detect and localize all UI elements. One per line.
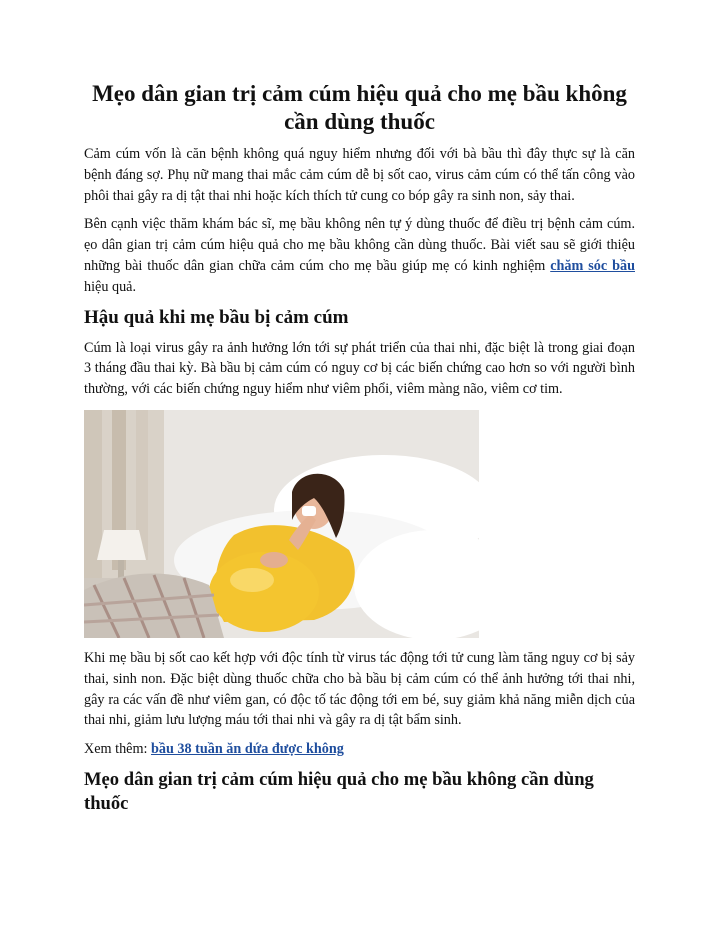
consequences-paragraph-1: Cúm là loại virus gây ra ảnh hưởng lớn tới sự phát triển của thai nhi, đặc biệt là trong giai đoạn 3 tháng đầu thai kỳ. Bà bầu bị cảm cúm có nguy cơ bị các biến chứng cao hơn so với người bình thường, với các biến chứng nguy hiểm như viêm phổi, viêm màng não, viêm cơ tim.: [84, 339, 635, 398]
see-more-label: Xem thêm:: [84, 741, 151, 758]
intro-paragraph-2: [84, 214, 635, 297]
article-title: Mẹo dân gian trị cảm cúm hiệu quả cho mẹ bầu không cần dùng thuốc: [92, 81, 627, 134]
intro-2-text: Bên cạnh việc thăm khám bác sĩ, mẹ bầu không nên tự ý dùng thuốc để điều trị bệnh cảm cúm. ẹo dân gian trị cảm cúm hiệu quả cho mẹ bầu không cần dùng thuốc. Bài viết sau sẽ giới thiệu những bài thuốc dân gian chữa cảm cúm cho mẹ bầu giúp mẹ có kinh nghiệm: [84, 216, 635, 274]
see-more-link[interactable]: bầu 38 tuần ăn dứa được không: [150, 741, 344, 758]
intro-2-tail: hiệu quả.: [84, 278, 137, 295]
see-more-line: [84, 739, 635, 760]
article-body: [84, 80, 635, 824]
consequences-paragraph-2: Khi mẹ bầu bị sốt cao kết hợp với độc tính từ virus tác động tới tử cung làm tăng nguy cơ bị sảy thai, sinh non. Đặc biệt dùng thuốc chữa cho bà bầu bị cảm cúm có thể ảnh hưởng tới thai nhi, gây ra các vấn đề như viêm gan, có độc tố tác động tới em bé, suy giảm khả năng miễn dịch của thai nhi, giảm lưu lượng máu tới thai nhi và gây ra dị tật bẩm sinh.: [84, 649, 635, 729]
pregnant-woman-photo: [84, 410, 479, 638]
section-heading-remedies: Mẹo dân gian trị cảm cúm hiệu quả cho mẹ bầu không cần dùng thuốc: [84, 768, 594, 814]
section-heading-consequences: Hậu quả khi mẹ bầu bị cảm cúm: [84, 306, 349, 328]
care-link[interactable]: chăm sóc bầu: [550, 257, 635, 274]
intro-paragraph-1: Cảm cúm vốn là căn bệnh không quá nguy hiểm nhưng đối với bà bầu thì đây thực sự là căn bệnh đáng sợ. Phụ nữ mang thai mắc cảm cúm dễ bị sốt cao, virus cảm cúm có thể tấn công vào phôi thai gây ra dị tật thai nhi hoặc kích thích tử cung co bóp gây ra sinh non, sảy thai.: [84, 146, 635, 204]
